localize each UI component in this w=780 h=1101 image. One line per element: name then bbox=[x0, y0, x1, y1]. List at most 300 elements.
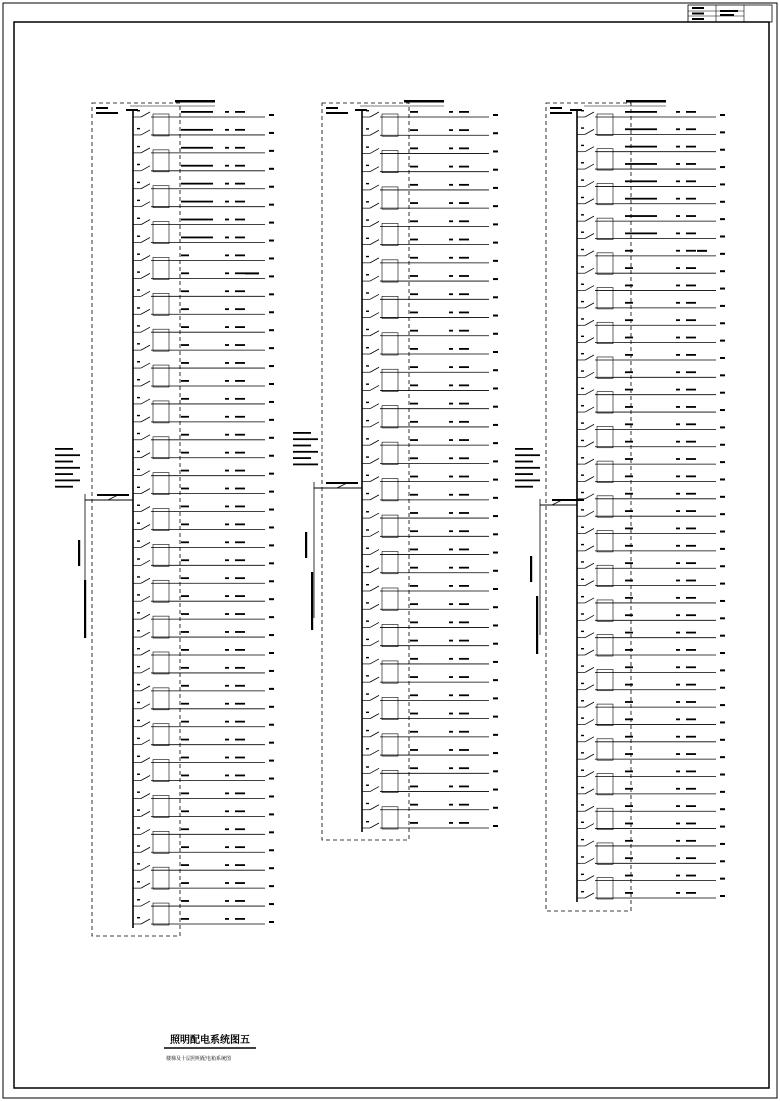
breaker-symbol bbox=[141, 704, 150, 709]
breaker-symbol bbox=[141, 650, 150, 655]
purpose-mark bbox=[493, 460, 498, 462]
circuit-number-mark bbox=[676, 771, 680, 773]
circuit-branch bbox=[577, 839, 725, 864]
panel-left bbox=[55, 100, 274, 936]
load-mark bbox=[686, 840, 696, 842]
purpose-mark bbox=[269, 437, 274, 439]
note-line bbox=[293, 457, 311, 459]
purpose-mark bbox=[720, 635, 725, 637]
breaker-symbol bbox=[585, 233, 594, 238]
circuit-number-mark bbox=[225, 201, 229, 203]
cable-spec-mark bbox=[181, 380, 189, 382]
circuit-number-mark bbox=[449, 366, 453, 368]
breaker-symbol bbox=[370, 130, 379, 135]
load-mark bbox=[459, 822, 469, 824]
cable-spec-mark bbox=[181, 757, 189, 759]
circuit-branch bbox=[577, 613, 725, 620]
incoming-label-mark bbox=[326, 482, 358, 484]
breaker-symbol bbox=[370, 185, 379, 190]
cable-spec-mark bbox=[181, 810, 189, 812]
circuit-branch bbox=[362, 766, 498, 792]
note-line bbox=[293, 432, 311, 434]
circuit-number-mark bbox=[225, 129, 229, 131]
circuit-branch bbox=[577, 301, 725, 308]
cable-spec-mark bbox=[625, 215, 657, 217]
circuit-branch bbox=[133, 505, 274, 531]
load-mark bbox=[235, 577, 245, 579]
circuit-branch bbox=[577, 179, 725, 204]
load-mark bbox=[235, 613, 245, 615]
purpose-mark bbox=[269, 257, 274, 259]
breaker-symbol bbox=[141, 453, 150, 458]
breaker-symbol bbox=[370, 513, 379, 518]
purpose-mark bbox=[493, 315, 498, 317]
cable-spec-mark bbox=[181, 918, 189, 920]
load-mark bbox=[459, 767, 469, 769]
cable-spec-mark bbox=[410, 129, 418, 131]
purpose-mark bbox=[269, 491, 274, 493]
circuit-number-mark bbox=[676, 250, 680, 252]
circuit-branch bbox=[362, 493, 498, 500]
cable-spec-mark bbox=[410, 312, 418, 314]
circuit-number-mark bbox=[676, 597, 680, 599]
breaker-symbol bbox=[141, 883, 150, 888]
breaker-symbol bbox=[585, 112, 594, 117]
breaker-symbol bbox=[141, 381, 150, 386]
circuit-branch bbox=[577, 579, 725, 586]
circuit-number-mark bbox=[449, 567, 453, 569]
purpose-mark bbox=[493, 734, 498, 736]
breaker-symbol bbox=[585, 598, 594, 603]
breaker-symbol bbox=[585, 876, 594, 881]
cable-spec-mark bbox=[181, 470, 189, 472]
circuit-number-mark bbox=[225, 757, 229, 759]
circuit-branch bbox=[362, 438, 498, 464]
circuit-branch bbox=[577, 717, 725, 724]
load-mark bbox=[686, 146, 696, 148]
circuit-branch bbox=[577, 492, 725, 517]
circuit-number-mark bbox=[449, 640, 453, 642]
circuit-branch bbox=[133, 594, 274, 601]
breaker-symbol bbox=[585, 216, 594, 221]
breaker-symbol bbox=[585, 355, 594, 360]
cable-spec-mark bbox=[625, 163, 657, 165]
purpose-mark bbox=[269, 526, 274, 528]
cable-spec-mark bbox=[625, 146, 657, 148]
panel-header-mark bbox=[626, 100, 666, 103]
purpose-mark bbox=[493, 570, 498, 572]
purpose-mark bbox=[720, 374, 725, 376]
breaker-symbol bbox=[141, 901, 150, 906]
breaker-symbol bbox=[370, 203, 379, 208]
circuit-number-mark bbox=[225, 470, 229, 472]
breaker-symbol bbox=[585, 633, 594, 638]
circuit-branch bbox=[133, 702, 274, 709]
cable-spec-mark bbox=[181, 237, 213, 239]
breaker-symbol bbox=[141, 435, 150, 440]
breaker-symbol bbox=[370, 112, 379, 117]
circuit-branch bbox=[362, 475, 498, 501]
load-mark bbox=[686, 319, 696, 321]
breaker-symbol bbox=[370, 531, 379, 536]
load-mark bbox=[459, 786, 469, 788]
cable-spec-mark bbox=[625, 371, 633, 373]
breaker-symbol bbox=[585, 754, 594, 759]
purpose-mark bbox=[493, 789, 498, 791]
purpose-mark bbox=[269, 688, 274, 690]
circuit-branch bbox=[133, 182, 274, 208]
circuit-number-mark bbox=[449, 731, 453, 733]
cable-spec-mark bbox=[181, 488, 189, 490]
purpose-mark bbox=[720, 652, 725, 654]
circuit-branch bbox=[577, 596, 725, 621]
purpose-mark bbox=[269, 114, 274, 116]
purpose-mark bbox=[720, 791, 725, 793]
circuit-number-mark bbox=[449, 129, 453, 131]
load-mark bbox=[686, 718, 696, 720]
circuit-branch bbox=[133, 451, 274, 458]
purpose-mark bbox=[269, 365, 274, 367]
circuit-branch bbox=[362, 620, 498, 646]
circuit-number-mark bbox=[676, 354, 680, 356]
load-mark bbox=[459, 166, 469, 168]
breaker-symbol bbox=[370, 659, 379, 664]
load-mark bbox=[686, 892, 696, 894]
breaker-symbol bbox=[141, 220, 150, 225]
circuit-number-mark bbox=[676, 146, 680, 148]
circuit-number-mark bbox=[225, 577, 229, 579]
load-mark bbox=[686, 128, 696, 130]
purpose-mark bbox=[720, 183, 725, 185]
incoming-label-mark bbox=[97, 494, 129, 496]
circuit-branch bbox=[133, 648, 274, 674]
load-mark bbox=[235, 595, 245, 597]
circuit-number-mark bbox=[676, 736, 680, 738]
load-mark bbox=[686, 389, 696, 391]
circuit-branch bbox=[577, 735, 725, 760]
circuit-branch bbox=[577, 631, 725, 656]
circuit-number-mark bbox=[225, 721, 229, 723]
panel-right bbox=[515, 100, 725, 911]
load-mark bbox=[459, 567, 469, 569]
circuit-number-mark bbox=[225, 416, 229, 418]
circuit-branch bbox=[577, 336, 725, 343]
circuit-number-mark bbox=[449, 786, 453, 788]
load-mark bbox=[235, 398, 245, 400]
circuit-branch bbox=[133, 343, 274, 350]
circuit-branch bbox=[362, 292, 498, 318]
breaker-symbol bbox=[585, 685, 594, 690]
circuit-number-mark bbox=[676, 510, 680, 512]
load-mark bbox=[235, 775, 245, 777]
purpose-mark bbox=[269, 473, 274, 475]
circuit-number-mark bbox=[225, 380, 229, 382]
circuit-number-mark bbox=[676, 649, 680, 651]
load-mark bbox=[235, 237, 245, 239]
circuit-branch bbox=[577, 249, 725, 274]
breaker-symbol bbox=[141, 202, 150, 207]
circuit-branch bbox=[133, 630, 274, 637]
cable-spec-mark bbox=[410, 713, 418, 715]
load-mark bbox=[459, 184, 469, 186]
circuit-number-mark bbox=[225, 183, 229, 185]
vertical-label bbox=[78, 540, 80, 566]
cable-spec-mark bbox=[410, 184, 418, 186]
purpose-mark bbox=[269, 293, 274, 295]
cable-spec-mark bbox=[410, 421, 418, 423]
breaker-symbol bbox=[370, 367, 379, 372]
drawing-subtitle: 楼梯及十层照明配电箱系统图 bbox=[166, 1056, 232, 1062]
cable-spec-mark bbox=[625, 701, 633, 703]
load-mark bbox=[686, 215, 696, 217]
panel-header-mark bbox=[326, 107, 338, 109]
circuit-branch bbox=[577, 683, 725, 690]
circuit-number-mark bbox=[676, 580, 680, 582]
cable-spec-mark bbox=[410, 494, 418, 496]
breaker-symbol bbox=[141, 471, 150, 476]
breaker-symbol bbox=[585, 372, 594, 377]
cable-spec-mark bbox=[181, 541, 189, 543]
load-mark bbox=[235, 900, 245, 902]
breaker-symbol bbox=[585, 615, 594, 620]
circuit-number-mark bbox=[676, 267, 680, 269]
circuit-number-mark bbox=[449, 348, 453, 350]
spare-mark bbox=[245, 272, 259, 274]
load-mark bbox=[459, 257, 469, 259]
breaker-symbol bbox=[370, 477, 379, 482]
load-mark bbox=[686, 354, 696, 356]
purpose-mark bbox=[720, 617, 725, 619]
breaker-symbol bbox=[585, 702, 594, 707]
cable-spec-mark bbox=[181, 721, 189, 723]
breaker-symbol bbox=[370, 422, 379, 427]
load-mark bbox=[686, 753, 696, 755]
circuit-branch bbox=[362, 602, 498, 609]
panel-header-mark bbox=[550, 112, 572, 114]
note-line bbox=[515, 454, 540, 456]
cable-spec-mark bbox=[410, 621, 418, 623]
load-mark bbox=[235, 219, 245, 221]
purpose-mark bbox=[493, 114, 498, 116]
purpose-mark bbox=[269, 921, 274, 923]
circuit-number-mark bbox=[449, 439, 453, 441]
circuit-number-mark bbox=[676, 875, 680, 877]
load-mark bbox=[459, 676, 469, 678]
purpose-mark bbox=[720, 478, 725, 480]
purpose-mark bbox=[720, 826, 725, 828]
cable-spec-mark bbox=[410, 330, 418, 332]
cable-spec-mark bbox=[410, 603, 418, 605]
purpose-mark bbox=[269, 634, 274, 636]
cable-spec-mark bbox=[625, 302, 633, 304]
load-mark bbox=[686, 528, 696, 530]
cable-spec-mark bbox=[625, 267, 633, 269]
circuit-branch bbox=[362, 639, 498, 646]
purpose-mark bbox=[269, 795, 274, 797]
purpose-mark bbox=[720, 721, 725, 723]
purpose-mark bbox=[720, 253, 725, 255]
cable-spec-mark bbox=[181, 290, 189, 292]
circuit-number-mark bbox=[225, 828, 229, 830]
circuit-branch bbox=[133, 415, 274, 422]
load-mark bbox=[686, 423, 696, 425]
purpose-mark bbox=[720, 704, 725, 706]
circuit-number-mark bbox=[676, 441, 680, 443]
purpose-mark bbox=[493, 679, 498, 681]
load-mark bbox=[235, 254, 245, 256]
load-mark bbox=[459, 384, 469, 386]
breaker-symbol bbox=[370, 221, 379, 226]
breaker-symbol bbox=[585, 320, 594, 325]
breaker-symbol bbox=[141, 560, 150, 565]
breaker-symbol bbox=[141, 417, 150, 422]
circuit-branch bbox=[133, 684, 274, 710]
breaker-symbol bbox=[141, 596, 150, 601]
cable-spec-mark bbox=[410, 694, 418, 696]
purpose-mark bbox=[269, 222, 274, 224]
breaker-symbol bbox=[585, 268, 594, 273]
purpose-mark bbox=[269, 419, 274, 421]
cable-spec-mark bbox=[410, 658, 418, 660]
breaker-symbol bbox=[370, 768, 379, 773]
breaker-symbol bbox=[141, 184, 150, 189]
breaker-symbol bbox=[585, 563, 594, 568]
cable-spec-mark bbox=[410, 384, 418, 386]
load-mark bbox=[686, 493, 696, 495]
breaker-symbol bbox=[370, 677, 379, 682]
cable-spec-mark bbox=[181, 792, 189, 794]
circuit-number-mark bbox=[449, 147, 453, 149]
note-line bbox=[55, 486, 73, 488]
load-mark bbox=[686, 250, 696, 252]
circuit-number-mark bbox=[225, 703, 229, 705]
load-mark bbox=[235, 810, 245, 812]
breaker-symbol bbox=[585, 199, 594, 204]
breaker-symbol bbox=[370, 787, 379, 792]
cable-spec-mark bbox=[625, 597, 633, 599]
vertical-label bbox=[84, 580, 86, 638]
circuit-branch bbox=[133, 666, 274, 673]
load-mark bbox=[459, 585, 469, 587]
breaker-symbol bbox=[141, 632, 150, 637]
cable-spec-mark bbox=[181, 272, 189, 274]
circuit-branch bbox=[577, 856, 725, 863]
circuit-branch bbox=[362, 785, 498, 792]
circuit-branch bbox=[362, 712, 498, 719]
breaker-symbol bbox=[585, 789, 594, 794]
load-mark bbox=[686, 649, 696, 651]
purpose-mark bbox=[269, 598, 274, 600]
load-mark bbox=[459, 621, 469, 623]
purpose-mark bbox=[269, 544, 274, 546]
breaker-symbol bbox=[585, 303, 594, 308]
cable-spec-mark bbox=[410, 111, 418, 113]
cable-spec-mark bbox=[181, 577, 189, 579]
circuit-number-mark bbox=[676, 111, 680, 113]
panel-enclosure bbox=[546, 103, 631, 911]
breaker-symbol bbox=[141, 399, 150, 404]
circuit-branch bbox=[577, 231, 725, 238]
breaker-symbol bbox=[585, 147, 594, 152]
circuit-branch bbox=[362, 803, 498, 829]
purpose-mark bbox=[493, 479, 498, 481]
load-mark bbox=[686, 302, 696, 304]
breaker-symbol bbox=[585, 737, 594, 742]
purpose-mark bbox=[720, 149, 725, 151]
purpose-mark bbox=[493, 387, 498, 389]
load-mark bbox=[235, 882, 245, 884]
circuit-branch bbox=[133, 379, 274, 386]
purpose-mark bbox=[720, 444, 725, 446]
load-mark bbox=[686, 875, 696, 877]
purpose-mark bbox=[269, 670, 274, 672]
cable-spec-mark bbox=[181, 703, 189, 705]
circuit-branch bbox=[577, 110, 725, 135]
circuit-branch bbox=[577, 527, 725, 552]
circuit-branch bbox=[133, 774, 274, 781]
cable-spec-mark bbox=[181, 506, 189, 508]
circuit-number-mark bbox=[449, 239, 453, 241]
circuit-number-mark bbox=[449, 676, 453, 678]
breaker-symbol bbox=[141, 363, 150, 368]
load-mark bbox=[235, 272, 245, 274]
circuit-branch bbox=[577, 370, 725, 377]
purpose-mark bbox=[720, 340, 725, 342]
circuit-branch bbox=[133, 612, 274, 638]
cable-spec-mark bbox=[410, 293, 418, 295]
cable-spec-mark bbox=[625, 285, 633, 287]
purpose-mark bbox=[269, 311, 274, 313]
circuit-number-mark bbox=[225, 918, 229, 920]
cable-spec-mark bbox=[181, 165, 213, 167]
load-mark bbox=[686, 371, 696, 373]
vertical-label bbox=[305, 532, 307, 558]
purpose-mark bbox=[269, 742, 274, 744]
purpose-mark bbox=[493, 533, 498, 535]
circuit-branch bbox=[133, 720, 274, 746]
purpose-mark bbox=[269, 706, 274, 708]
circuit-branch bbox=[133, 576, 274, 602]
load-mark bbox=[235, 434, 245, 436]
load-mark bbox=[459, 640, 469, 642]
purpose-mark bbox=[720, 357, 725, 359]
load-mark bbox=[459, 694, 469, 696]
breaker-symbol bbox=[141, 166, 150, 171]
breaker-symbol bbox=[585, 529, 594, 534]
purpose-mark bbox=[493, 424, 498, 426]
circuit-number-mark bbox=[449, 494, 453, 496]
purpose-mark bbox=[493, 770, 498, 772]
drawing-title-group bbox=[164, 1033, 256, 1062]
load-mark bbox=[235, 703, 245, 705]
circuit-branch bbox=[577, 318, 725, 343]
load-mark bbox=[459, 549, 469, 551]
purpose-mark bbox=[493, 697, 498, 699]
breaker-symbol bbox=[141, 722, 150, 727]
load-mark bbox=[686, 614, 696, 616]
circuit-number-mark bbox=[676, 285, 680, 287]
cable-spec-mark bbox=[410, 640, 418, 642]
breaker-symbol bbox=[585, 424, 594, 429]
circuit-number-mark bbox=[225, 667, 229, 669]
circuit-branch bbox=[133, 110, 274, 136]
load-mark bbox=[686, 788, 696, 790]
circuit-branch bbox=[577, 822, 725, 829]
cable-spec-mark bbox=[625, 649, 633, 651]
circuit-number-mark bbox=[225, 523, 229, 525]
circuit-branch bbox=[577, 440, 725, 447]
purpose-mark bbox=[720, 878, 725, 880]
